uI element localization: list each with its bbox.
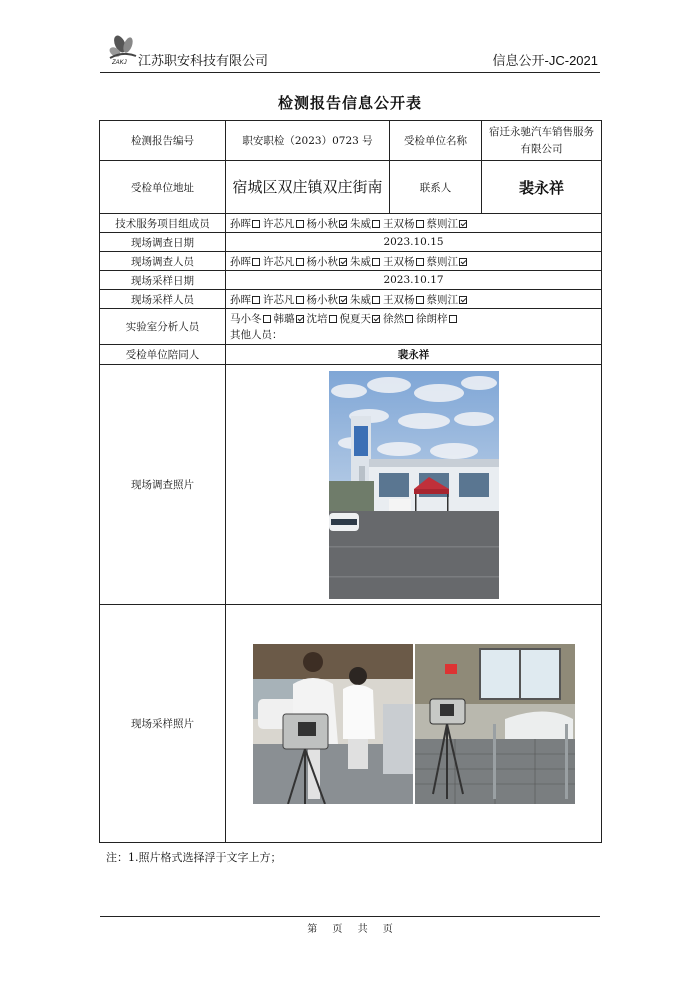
unchecked-box-icon <box>252 220 260 228</box>
table-row <box>100 252 602 271</box>
sampling-photo-left <box>253 644 413 804</box>
staff-item <box>383 256 427 268</box>
staff-item <box>230 218 263 230</box>
unchecked-box-icon <box>263 315 271 323</box>
staff-item <box>274 313 307 325</box>
survey-site-photo <box>329 371 499 599</box>
unchecked-box-icon <box>252 296 260 304</box>
checked-box-icon <box>459 296 467 304</box>
staff-name: 孙晖 <box>230 217 251 230</box>
unit-name-label: 受检单位名称 <box>390 121 482 161</box>
staff-item <box>350 294 383 306</box>
table-row <box>100 161 602 214</box>
team-list <box>226 214 602 233</box>
staff-name: 许芯凡 <box>263 293 295 306</box>
sample-photo-label: 现场采样照片 <box>100 605 226 843</box>
checked-box-icon <box>459 258 467 266</box>
staff-name: 蔡则江 <box>426 255 458 268</box>
staff-name: 许芯凡 <box>263 255 295 268</box>
unchecked-box-icon <box>296 220 304 228</box>
staff-item <box>263 256 307 268</box>
survey-people-label: 现场调查人员 <box>100 252 226 271</box>
lab-cell <box>226 309 602 345</box>
staff-name: 杨小秋 <box>306 293 338 306</box>
sample-people-list <box>226 290 602 309</box>
unchecked-box-icon <box>416 296 424 304</box>
unchecked-box-icon <box>329 315 337 323</box>
sample-people-label: 现场采样人员 <box>100 290 226 309</box>
address-label: 受检单位地址 <box>100 161 226 214</box>
unchecked-box-icon <box>416 258 424 266</box>
staff-name: 倪夏天 <box>339 312 371 325</box>
unit-name-value: 宿迁永驰汽车销售服务有限公司 <box>482 121 602 161</box>
staff-item <box>350 256 383 268</box>
team-label: 技术服务项目组成员 <box>100 214 226 233</box>
staff-item <box>427 256 471 268</box>
contact-value: 裴永祥 <box>482 161 602 214</box>
staff-item <box>416 313 460 325</box>
staff-name: 杨小秋 <box>306 255 338 268</box>
staff-name: 朱威 <box>350 293 371 306</box>
table-row <box>100 605 602 843</box>
table-row <box>100 345 602 365</box>
table-row <box>100 214 602 233</box>
checked-box-icon <box>339 220 347 228</box>
staff-name: 朱威 <box>350 217 371 230</box>
staff-name: 朱威 <box>350 255 371 268</box>
checked-box-icon <box>296 315 304 323</box>
table-row <box>100 271 602 290</box>
staff-item <box>307 218 351 230</box>
staff-item <box>307 294 351 306</box>
unchecked-box-icon <box>449 315 457 323</box>
report-no-value: 职安职检（2023）0723 号 <box>226 121 390 161</box>
sampling-photo-right <box>415 644 575 804</box>
staff-item <box>350 218 383 230</box>
report-info-table <box>99 120 602 843</box>
sample-date-value: 2023.10.17 <box>226 271 602 290</box>
table-row <box>100 121 602 161</box>
page-footer: 第 页 共 页 <box>307 924 393 935</box>
checked-box-icon <box>339 258 347 266</box>
staff-item <box>427 218 471 230</box>
staff-name: 徐然 <box>383 312 404 325</box>
unchecked-box-icon <box>252 258 260 266</box>
staff-name: 韩璐 <box>273 312 295 325</box>
staff-name: 孙晖 <box>230 255 251 268</box>
companion-label: 受检单位陪同人 <box>100 345 226 365</box>
staff-item <box>263 218 307 230</box>
contact-label: 联系人 <box>390 161 482 214</box>
footnote: 注：1.照片格式选择浮于文字上方； <box>106 851 282 864</box>
checked-box-icon <box>339 296 347 304</box>
staff-name: 沈培 <box>306 312 328 325</box>
sample-date-label: 现场采样日期 <box>100 271 226 290</box>
report-no-label: 检测报告编号 <box>100 121 226 161</box>
staff-item <box>307 313 340 325</box>
logo-text: ZAKJ <box>112 60 127 66</box>
staff-name: 蔡则江 <box>426 293 458 306</box>
checked-box-icon <box>459 220 467 228</box>
staff-name: 蔡则江 <box>426 217 458 230</box>
staff-item <box>230 313 274 325</box>
staff-name: 许芯凡 <box>263 217 295 230</box>
checked-box-icon <box>372 315 380 323</box>
staff-item <box>383 218 427 230</box>
page-header <box>100 30 600 73</box>
survey-date-label: 现场调查日期 <box>100 233 226 252</box>
lab-others: 其他人员： <box>230 328 283 341</box>
unchecked-box-icon <box>296 296 304 304</box>
staff-item <box>383 313 416 325</box>
survey-photo-cell <box>226 365 602 605</box>
staff-name: 徐朗梓 <box>416 312 448 325</box>
staff-item <box>230 294 263 306</box>
address-value: 宿城区双庄镇双庄街南 <box>226 161 390 214</box>
staff-item <box>340 313 384 325</box>
table-row <box>100 233 602 252</box>
survey-photo-label: 现场调查照片 <box>100 365 226 605</box>
staff-item <box>427 294 471 306</box>
staff-name: 马小冬 <box>230 312 262 325</box>
page-title: 检测报告信息公开表 <box>277 94 422 112</box>
unchecked-box-icon <box>372 258 380 266</box>
staff-name: 孙晖 <box>230 293 251 306</box>
staff-item <box>230 256 263 268</box>
table-row <box>100 309 602 345</box>
footer-divider <box>100 916 600 917</box>
staff-name: 王双杨 <box>383 217 415 230</box>
staff-name: 杨小秋 <box>306 217 338 230</box>
unchecked-box-icon <box>372 296 380 304</box>
unchecked-box-icon <box>372 220 380 228</box>
company-name: 江苏职安科技有限公司 <box>138 54 269 69</box>
staff-name: 王双杨 <box>383 255 415 268</box>
staff-item <box>307 256 351 268</box>
staff-item <box>383 294 427 306</box>
companion-value: 裴永祥 <box>226 345 602 365</box>
document-number: 信息公开-JC-2021 <box>492 53 598 68</box>
staff-name: 王双杨 <box>383 293 415 306</box>
lab-people-list <box>230 311 597 327</box>
unchecked-box-icon <box>416 220 424 228</box>
unchecked-box-icon <box>405 315 413 323</box>
table-row <box>100 365 602 605</box>
sample-photo-cell <box>226 605 602 843</box>
staff-item <box>263 294 307 306</box>
table-row <box>100 290 602 309</box>
lab-label: 实验室分析人员 <box>100 309 226 345</box>
survey-people-list <box>226 252 602 271</box>
unchecked-box-icon <box>296 258 304 266</box>
survey-date-value: 2023.10.15 <box>226 233 602 252</box>
